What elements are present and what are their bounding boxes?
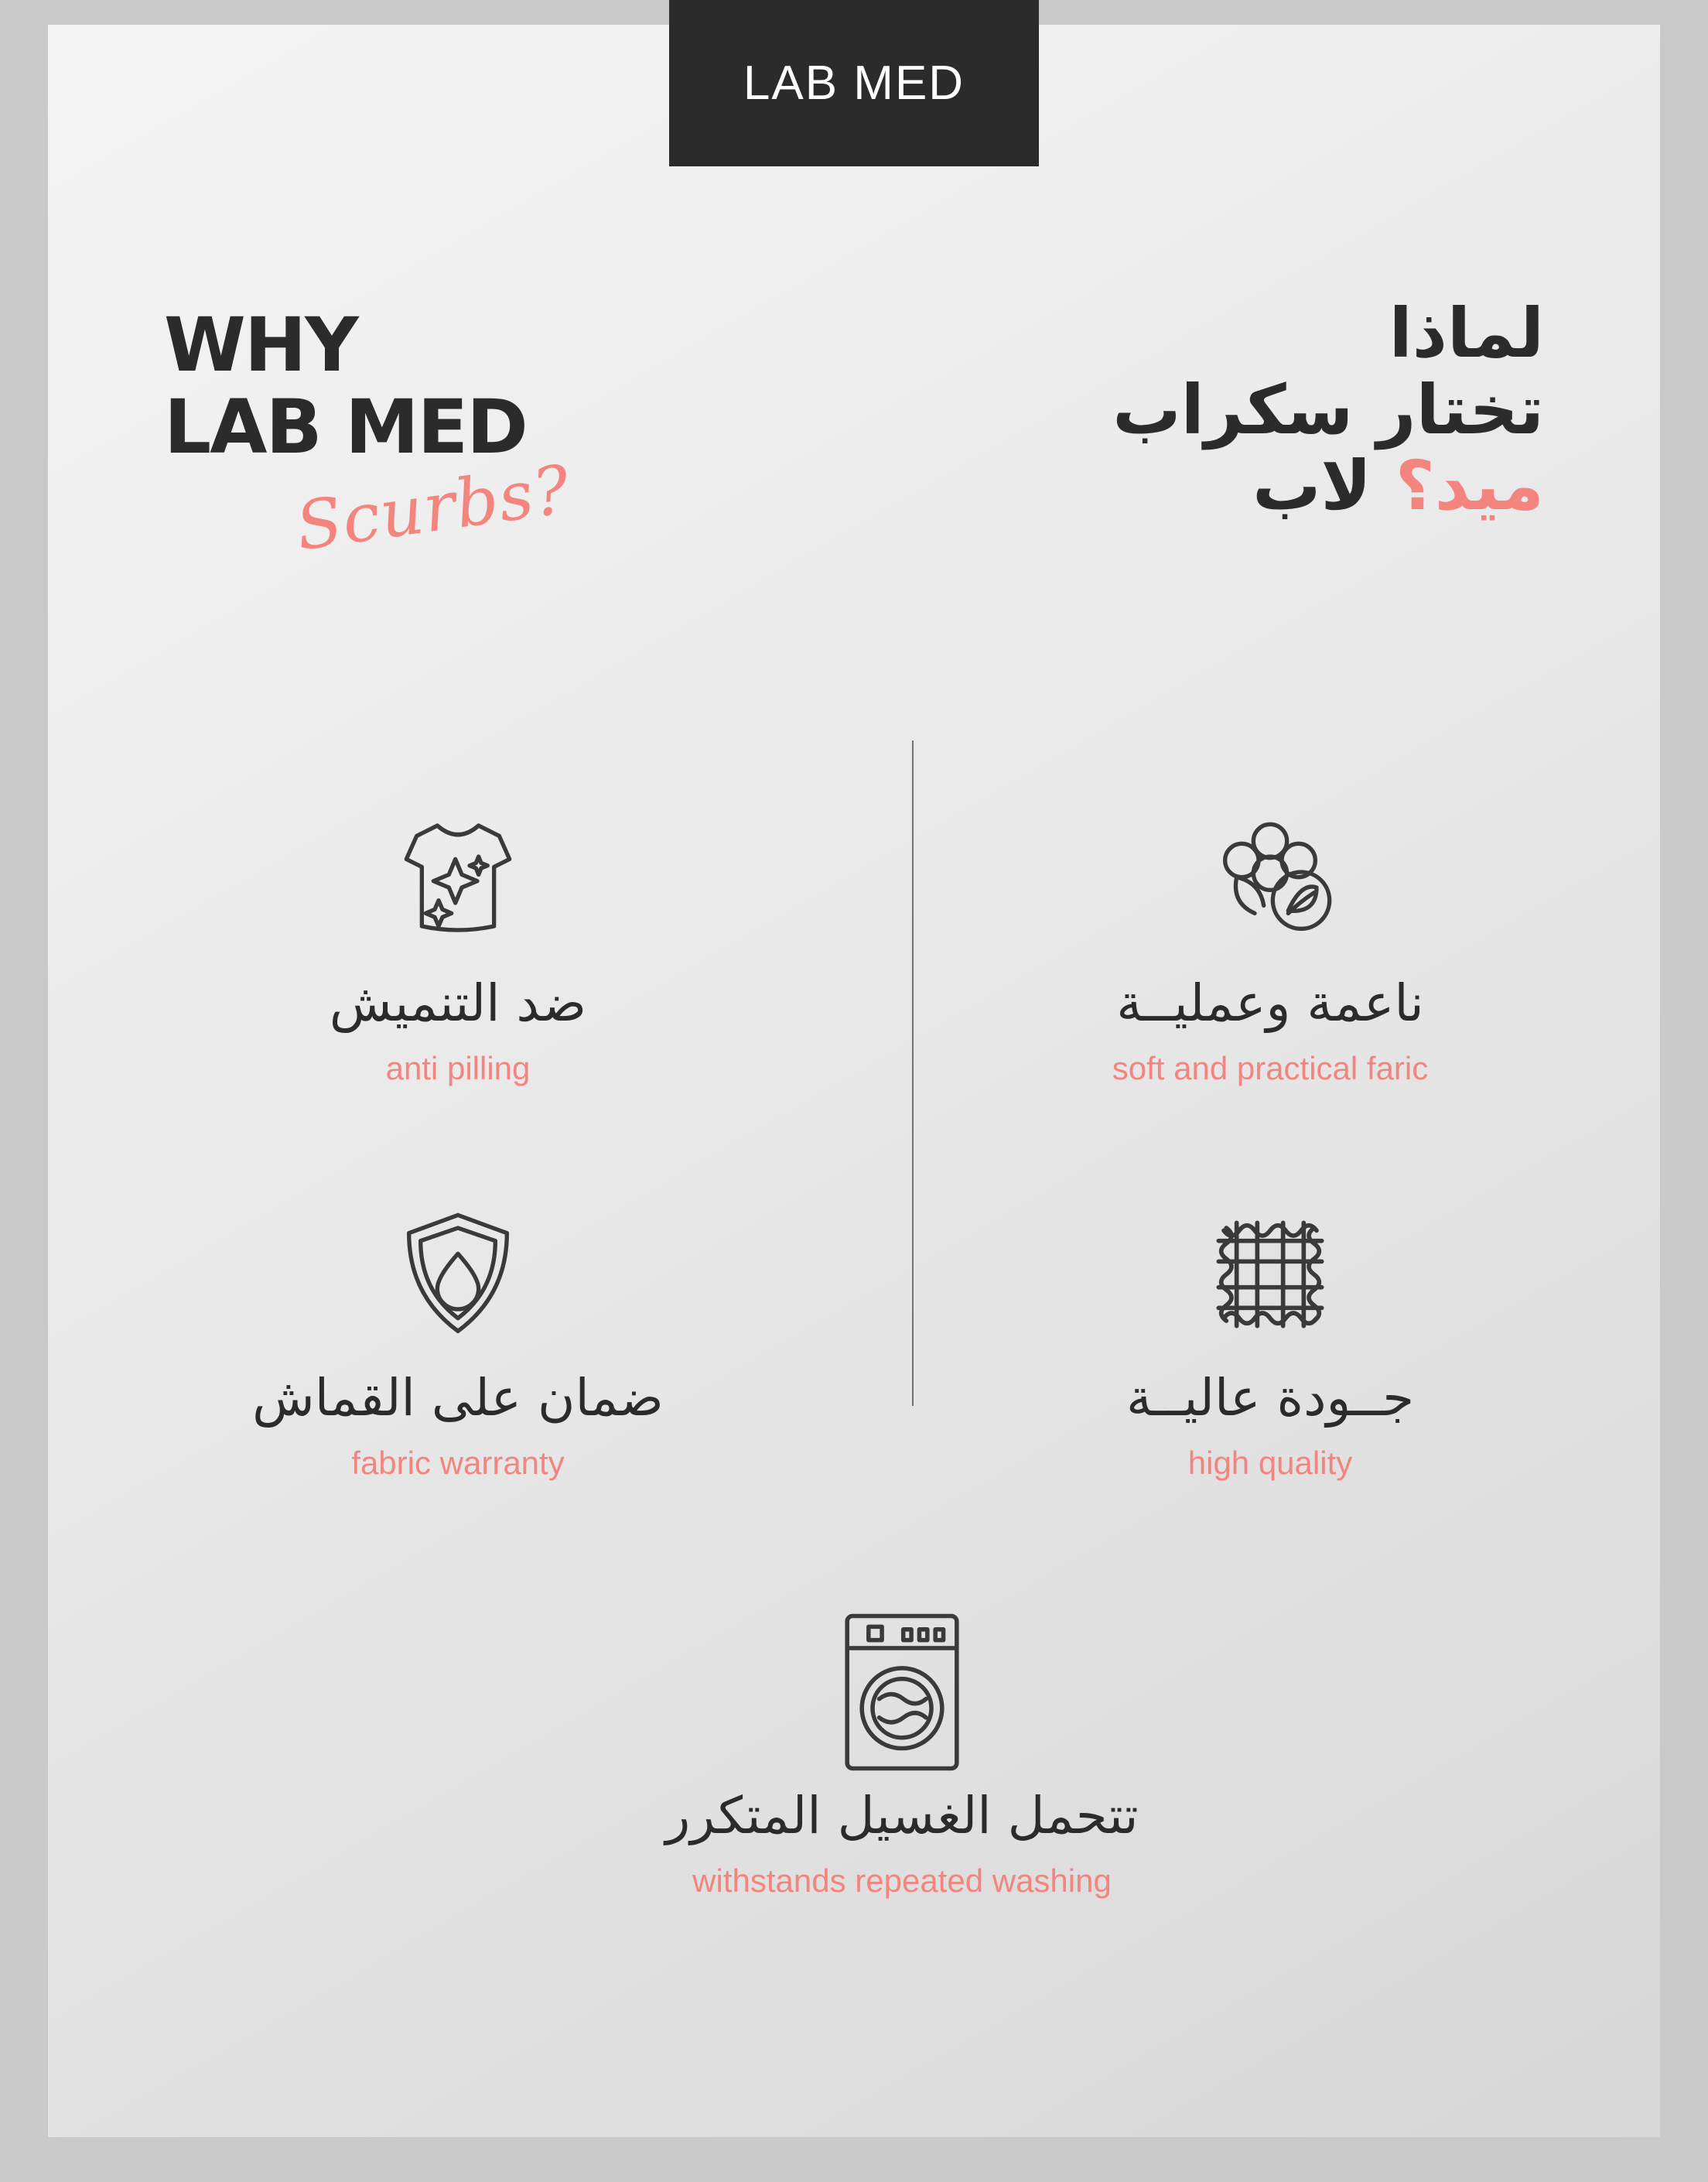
headline-ar-line3 xyxy=(910,448,1544,525)
headline-en-script: Scurbs? xyxy=(291,450,576,566)
headline-ar-line1: لماذا xyxy=(1389,293,1544,373)
headline-english xyxy=(164,302,752,566)
sparkling-tshirt-icon xyxy=(164,791,752,969)
brand-logo xyxy=(669,0,1039,166)
feature-title-ar: ضمان على القماش xyxy=(252,1368,664,1428)
woven-fabric-icon xyxy=(976,1185,1564,1363)
feature-fabric-warranty xyxy=(164,1185,752,1482)
headline-arabic xyxy=(910,293,1544,526)
feature-title-en: withstands repeated washing xyxy=(692,1862,1112,1899)
poster-canvas xyxy=(48,25,1660,2137)
feature-title-en: soft and practical faric xyxy=(1112,1050,1429,1086)
headline-ar-line3-accent: ميد؟ xyxy=(1395,446,1544,526)
feature-title-en: high quality xyxy=(1187,1445,1353,1481)
feature-soft-fabric xyxy=(976,791,1564,1087)
brand-logo-text: LAB MED xyxy=(743,56,965,110)
feature-title-en: anti pilling xyxy=(385,1050,531,1086)
feature-repeated-washing xyxy=(608,1603,1196,1900)
headline-en-line2: LAB MED xyxy=(164,384,527,471)
feature-title-ar: ناعمة وعمليــة xyxy=(1116,973,1424,1033)
feature-title-ar: تتحمل الغسيل المتكرر xyxy=(665,1786,1139,1845)
feature-title-ar: جــودة عاليــة xyxy=(1126,1368,1415,1428)
feature-title-ar: ضد التنميش xyxy=(329,973,587,1033)
headline-ar-line3-dark: لاب xyxy=(1252,446,1372,526)
headline-area xyxy=(48,280,1660,566)
headline-ar-line2: تختار سكراب xyxy=(1112,369,1544,450)
washing-machine-icon xyxy=(608,1603,1196,1781)
feature-high-quality xyxy=(976,1185,1564,1482)
headline-en-line1: WHY xyxy=(164,302,357,388)
feature-title-en: fabric warranty xyxy=(351,1445,565,1481)
feature-anti-pilling xyxy=(164,791,752,1087)
column-divider xyxy=(912,740,914,1406)
shield-droplet-icon xyxy=(164,1185,752,1363)
cotton-leaf-icon xyxy=(976,791,1564,969)
